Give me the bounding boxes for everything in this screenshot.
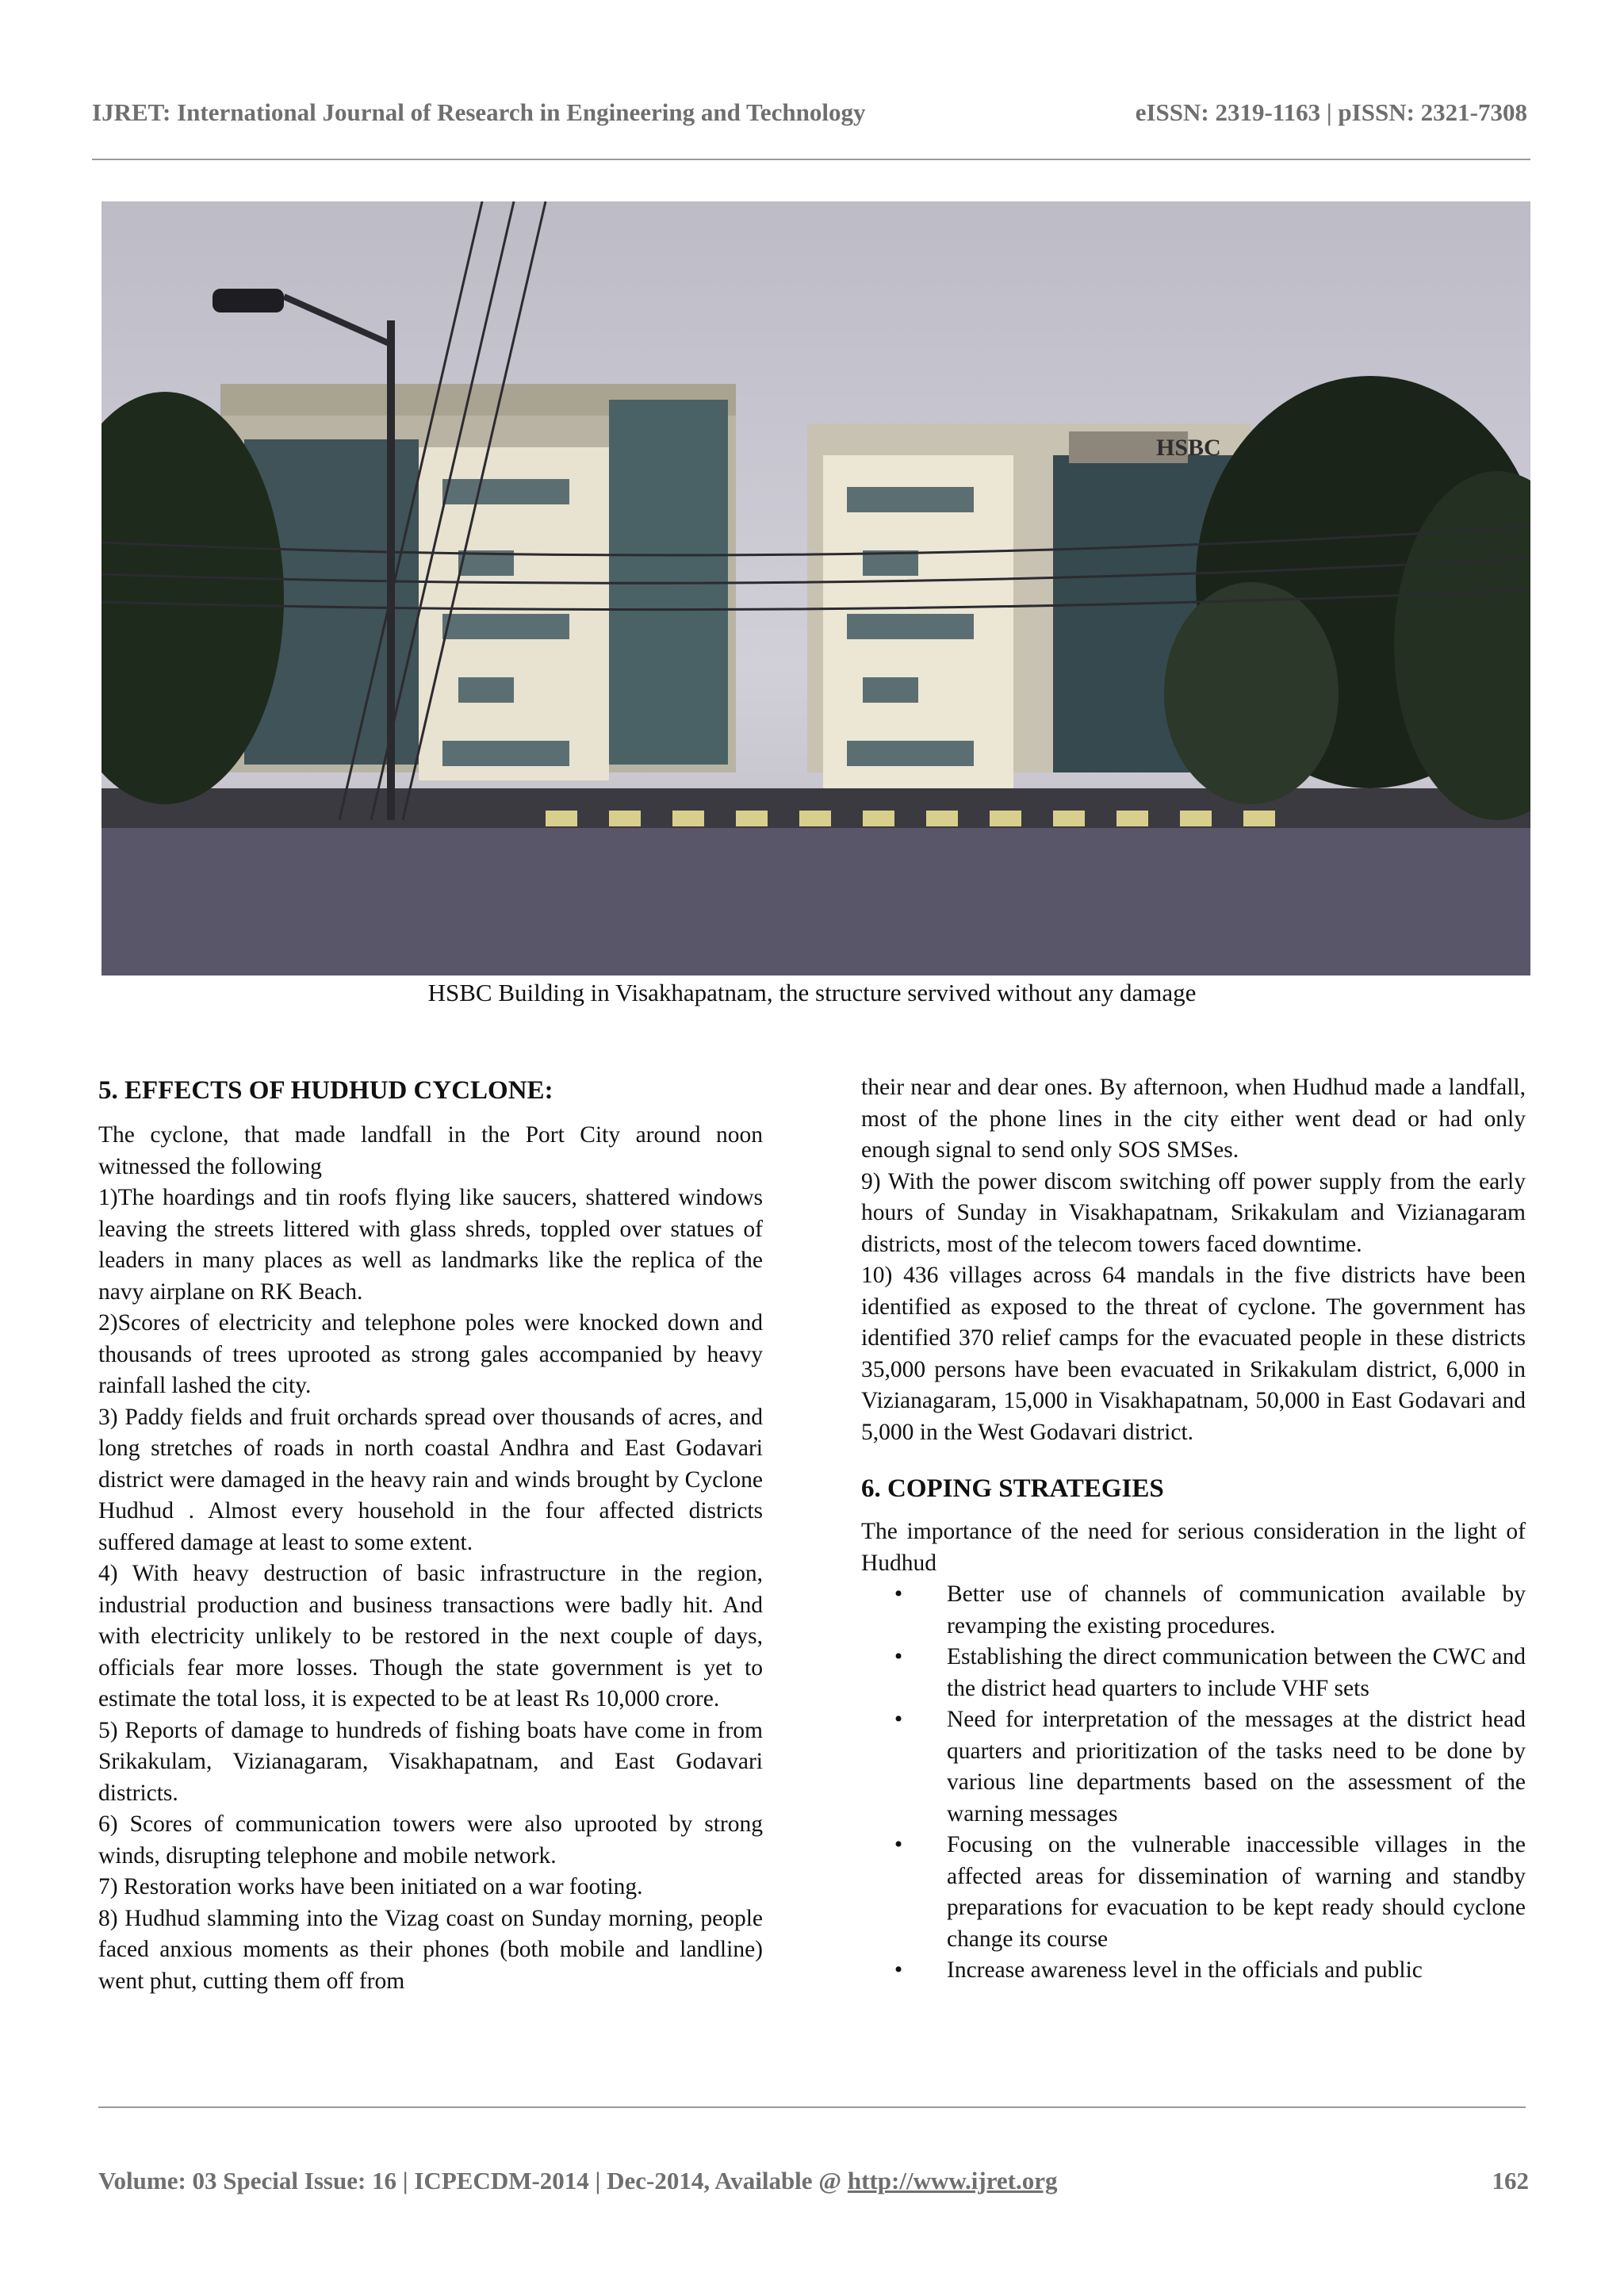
paragraph: their near and dear ones. By afternoon, when Hudhud made a landfall, most of the phone lines in the city either went dead or had only enough signal to send only SOS SMSes. bbox=[861, 1075, 1526, 1163]
volume-info: Volume: 03 Special Issue: 16 | ICPECDM-2014 | Dec-2014, Available @ bbox=[98, 2167, 848, 2194]
list-item-text: Focusing on the vulnerable inaccessible villages in the affected areas for dissemination of warning and standby preparations for evacuation to be kept ready should cyclone change its course bbox=[947, 1832, 1526, 1952]
paragraph: 10) 436 villages across 64 mandals in the five districts have been identified as exposed to the threat of cyclone. The government has identified 370 relief camps for the evacuated people in these districts 35,000 persons have been evacuated in Srikakulam district, 6,000 in Vizianagaram, 15,000 in Visakhapatnam, 50,000 in East Godavari and 5,000 in the West Godavari district. bbox=[861, 1263, 1526, 1445]
journal-url-link[interactable]: http://www.ijret.org bbox=[847, 2167, 1058, 2194]
paragraph: 7) Restoration works have been initiated on a war footing. bbox=[98, 1874, 643, 1899]
paragraph: 1)The hoardings and tin roofs flying like saucers, shattered windows leaving the streets littered with glass shreds, toppled over statues of leaders in many places as well as landmarks like the replica of the navy airplane on RK Beach. bbox=[98, 1185, 763, 1305]
right-column bbox=[861, 1072, 1526, 1987]
bullet-icon: • bbox=[894, 1957, 903, 1983]
hsbc-sign: HSBC bbox=[1156, 435, 1221, 461]
running-header bbox=[92, 98, 1527, 127]
paragraph: 8) Hudhud slamming into the Vizag coast on Sunday morning, people faced anxious moments as their phones (both mobile and landline) went phut, cutting them off from bbox=[98, 1905, 763, 1994]
list-item-text: Need for interpretation of the messages at the district head quarters and prioritization of the tasks need to be done by various line departments based on the assessment of the warning messages bbox=[947, 1707, 1526, 1826]
paragraph: 9) With the power discom switching off power supply from the early hours of Sunday in Visakhapatnam, Srikakulam and Vizianagaram districts, most of the telecom towers faced downtime. bbox=[861, 1168, 1526, 1257]
bullet-icon: • bbox=[894, 1707, 903, 1732]
paragraph: 2)Scores of electricity and telephone poles were knocked down and thousands of trees uprooted as strong gales accompanied by heavy rainfall lashed the city. bbox=[98, 1310, 763, 1398]
page-number: 162 bbox=[1492, 2167, 1529, 2194]
paragraph: 3) Paddy fields and fruit orchards spread over thousands of acres, and long stretches of roads in north coastal Andhra and East Godavari district were damaged in the heavy rain and winds brought by Cyclone Hudhud . Almost every household in the four affected districts suffered damage at least to some extent. bbox=[98, 1404, 763, 1555]
footer-rule bbox=[98, 2106, 1526, 2108]
coping-intro: The importance of the need for serious consideration in the light of Hudhud bbox=[861, 1519, 1526, 1576]
paragraph: 4) With heavy destruction of basic infrastructure in the region, industrial production and business transactions were badly hit. And with electricity unlikely to be restored in the next couple of days, officials fear more losses. Though the state government is yet to estimate the total loss, it is expected to be at least Rs 10,000 crore. bbox=[98, 1561, 763, 1711]
list-item-text: Better use of channels of communication available by revamping the existing procedures. bbox=[947, 1581, 1526, 1639]
left-column bbox=[98, 1072, 763, 1997]
running-footer bbox=[98, 2167, 1529, 2195]
journal-title: IJRET: International Journal of Research in Engineering and Technology bbox=[92, 98, 866, 126]
paragraph: 5) Reports of damage to hundreds of fishing boats have come in from Srikakulam, Vizianagaram, Visakhapatnam, and East Godavari districts. bbox=[98, 1717, 763, 1806]
list-item bbox=[861, 1955, 1526, 1987]
section-heading-coping: 6. COPING STRATEGIES bbox=[861, 1474, 1164, 1503]
list-item-text: Increase awareness level in the officials and public bbox=[947, 1957, 1423, 1983]
paragraph: 6) Scores of communication towers were also uprooted by strong winds, disrupting telephone and mobile network. bbox=[98, 1811, 763, 1869]
list-item bbox=[861, 1830, 1526, 1955]
list-item bbox=[861, 1704, 1526, 1830]
footer-citation bbox=[98, 2167, 1058, 2195]
list-item-text: Establishing the direct communication between the CWC and the district head quarters to include VHF sets bbox=[947, 1644, 1526, 1701]
list-item bbox=[861, 1642, 1526, 1704]
figure-caption: HSBC Building in Visakhapatnam, the structure servived without any damage bbox=[427, 979, 1197, 1006]
coping-strategy-list bbox=[861, 1579, 1526, 1987]
bullet-icon: • bbox=[894, 1832, 903, 1857]
issn-info: eISSN: 2319-1163 | pISSN: 2321-7308 bbox=[1135, 98, 1527, 126]
bullet-icon: • bbox=[894, 1644, 903, 1669]
header-rule bbox=[92, 159, 1530, 160]
hsbc-building-photo bbox=[102, 201, 1530, 976]
paragraph: The cyclone, that made landfall in the Port City around noon witnessed the following bbox=[98, 1122, 763, 1179]
section-heading-effects: 5. EFFECTS OF HUDHUD CYCLONE: bbox=[98, 1076, 553, 1105]
list-item bbox=[861, 1579, 1526, 1642]
bullet-icon: • bbox=[894, 1581, 903, 1607]
